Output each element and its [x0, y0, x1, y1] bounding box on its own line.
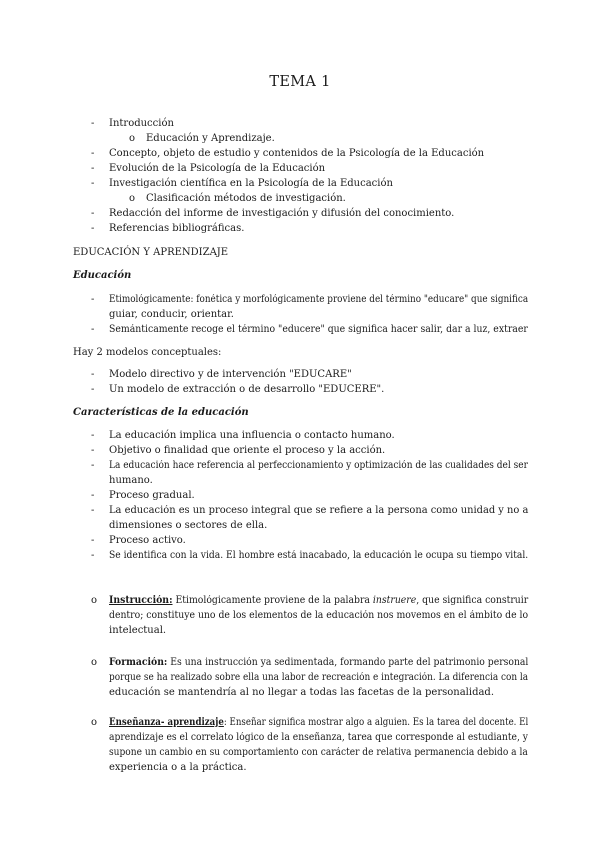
definition-line: [109, 715, 528, 730]
subsection-heading: Educación: [73, 270, 132, 281]
circle-bullet: o: [91, 657, 98, 668]
dash-bullet: -: [91, 430, 95, 441]
circle-bullet: o: [129, 193, 136, 204]
dash-bullet: -: [91, 460, 95, 471]
bullet-text: Modelo directivo y de intervención "EDUCARE": [109, 369, 352, 380]
definition-line: aprendizaje es el correlato lógico de la enseñanza, tarea que corresponde al estudiante, y: [109, 732, 528, 743]
dash-bullet: -: [91, 118, 95, 129]
bullet-text: Etimológicamente: fonética y morfológicamente proviene del término "educare" que significa: [109, 294, 529, 305]
outline-item: Concepto, objeto de estudio y contenidos de la Psicología de la Educación: [109, 148, 485, 159]
dash-bullet: -: [91, 163, 95, 174]
definition-line: [109, 655, 528, 670]
definition-line: educación se mantendría al no llegar a todas las facetas de la personalidad.: [109, 687, 495, 698]
circle-bullet: o: [91, 717, 98, 728]
dash-bullet: -: [91, 223, 95, 234]
term-instruccion: Instrucción:: [109, 595, 173, 606]
definition-line: experiencia o a la práctica.: [109, 762, 247, 773]
dash-bullet: -: [91, 369, 95, 380]
definition-text: : Enseñar significa mostrar algo a alguien. Es la tarea del docente. El: [223, 717, 529, 728]
definition-text: Es una instrucción ya sedimentada, formando parte del patrimonio personal: [170, 657, 529, 668]
bullet-text: guiar, conducir, orientar.: [109, 309, 234, 320]
dash-bullet: -: [91, 505, 95, 516]
outline-subitem: Clasificación métodos de investigación.: [146, 193, 346, 204]
dash-bullet: -: [91, 294, 95, 305]
bullet-text: Objetivo o finalidad que oriente el proceso y la acción.: [109, 445, 386, 456]
dash-bullet: -: [91, 178, 95, 189]
dash-bullet: -: [91, 535, 95, 546]
dash-bullet: -: [91, 550, 95, 561]
term-ensenanza: Enseñanza- aprendizaje: [109, 717, 224, 728]
outline-item: Investigación científica en la Psicología de la Educación: [109, 178, 393, 189]
paragraph: Hay 2 modelos conceptuales:: [73, 347, 222, 358]
term-formacion: Formación:: [109, 657, 168, 668]
bullet-text: La educación hace referencia al perfeccionamiento y optimización de las cualidades del ser: [109, 460, 528, 471]
bullet-text: Proceso gradual.: [109, 490, 195, 501]
definition-text: , que significa construir: [416, 595, 529, 606]
bullet-text: Proceso activo.: [109, 535, 186, 546]
dash-bullet: -: [91, 490, 95, 501]
outline-subitem: Educación y Aprendizaje.: [146, 133, 275, 144]
bullet-text: humano.: [109, 475, 153, 486]
subsection-heading: Características de la educación: [73, 407, 249, 418]
bullet-text: La educación implica una influencia o contacto humano.: [109, 430, 395, 441]
definition-line: [109, 593, 528, 608]
bullet-text: La educación es un proceso integral que se refiere a la persona como unidad y no a: [109, 505, 529, 516]
outline-item: Redacción del informe de investigación y difusión del conocimiento.: [109, 208, 455, 219]
definition-line: supone un cambio en su comportamiento con carácter de relativa permanencia debido a la: [109, 747, 528, 758]
section-heading: EDUCACIÓN Y APRENDIZAJE: [73, 247, 229, 258]
circle-bullet: o: [91, 595, 98, 606]
circle-bullet: o: [129, 133, 136, 144]
dash-bullet: -: [91, 384, 95, 395]
page-title: TEMA 1: [269, 74, 331, 90]
bullet-text: dimensiones o sectores de ella.: [109, 520, 268, 531]
bullet-text: Se identifica con la vida. El hombre está inacabado, la educación le ocupa su tiempo vital.: [109, 550, 529, 561]
dash-bullet: -: [91, 148, 95, 159]
bullet-text: Semánticamente recoge el término "educere" que significa hacer salir, dar a luz, extraer: [109, 324, 528, 335]
dash-bullet: -: [91, 324, 95, 335]
definition-line: porque se ha realizado sobre ella una labor de recreación e integración. La diferencia con la: [109, 672, 529, 683]
outline-item: Referencias bibliográficas.: [109, 223, 245, 234]
definition-text: Etimológicamente proviene de la palabra: [175, 595, 373, 606]
definition-italic: instruere: [372, 595, 417, 606]
dash-bullet: -: [91, 208, 95, 219]
definition-line: dentro; constituye uno de los elementos de la educación nos movemos en el ámbito de lo: [109, 610, 529, 621]
bullet-text: Un modelo de extracción o de desarrollo "EDUCERE".: [109, 384, 385, 395]
outline-item: Introducción: [109, 118, 174, 129]
definition-line: intelectual.: [109, 625, 167, 636]
outline-item: Evolución de la Psicología de la Educación: [109, 163, 326, 174]
dash-bullet: -: [91, 445, 95, 456]
